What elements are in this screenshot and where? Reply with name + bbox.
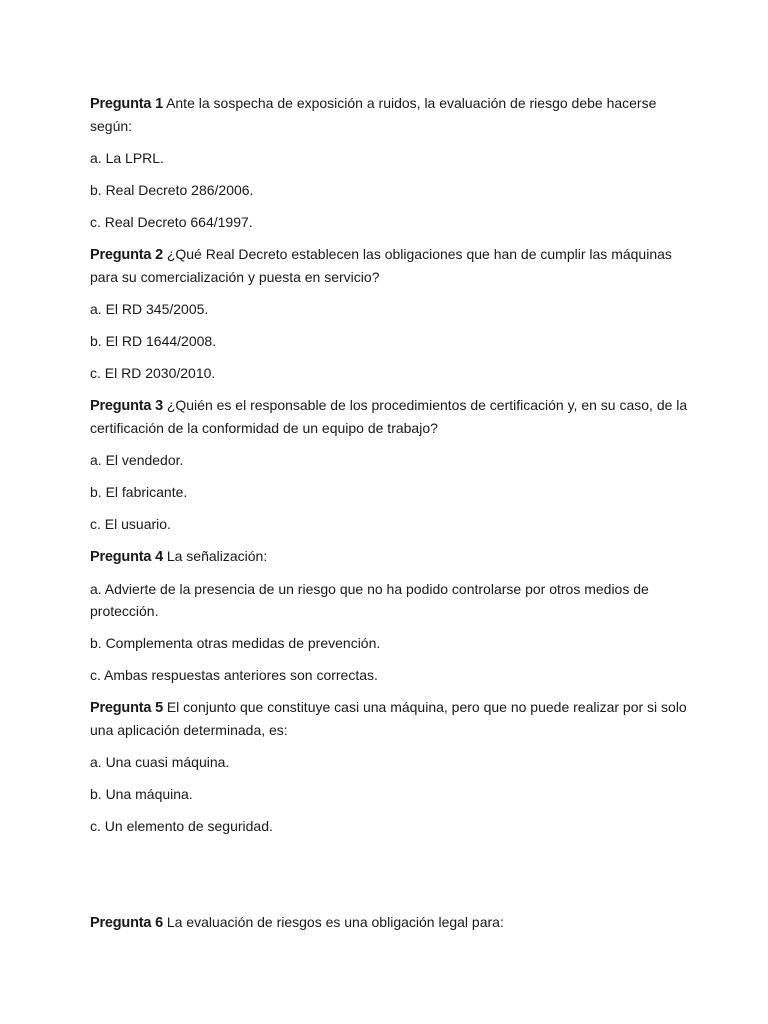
question-label: Pregunta 5 <box>90 700 163 716</box>
option-4b: b. Complementa otras medidas de prevención. <box>90 635 381 651</box>
option-1c: c. Real Decreto 664/1997. <box>90 214 253 230</box>
option-3b: b. El fabricante. <box>90 484 188 500</box>
question-label: Pregunta 4 <box>90 549 163 565</box>
question-text: La evaluación de riesgos es una obligación legal para: <box>166 914 504 930</box>
question-text: ¿Qué Real Decreto establecen las obligaciones que han de cumplir las máquinas para su comercialización y puesta en servicio? <box>90 246 672 285</box>
option-1a: a. La LPRL. <box>90 150 164 166</box>
question-2 <box>90 243 690 288</box>
option-5a: a. Una cuasi máquina. <box>90 754 230 770</box>
question-5 <box>90 696 690 741</box>
question-label: Pregunta 1 <box>90 96 163 112</box>
option-5b: b. Una máquina. <box>90 786 193 802</box>
question-text: El conjunto que constituye casi una máquina, pero que no puede realizar por si solo una aplicación determinada, es: <box>90 699 687 738</box>
question-text: Ante la sospecha de exposición a ruidos, la evaluación de riesgo debe hacerse según: <box>90 95 657 134</box>
option-4c: c. Ambas respuestas anteriores son correctas. <box>90 667 378 683</box>
option-2a: a. El RD 345/2005. <box>90 301 209 317</box>
question-text: La señalización: <box>166 548 268 564</box>
option-4a: a. Advierte de la presencia de un riesgo que no ha podido controlarse por otros medios de protección. <box>90 581 649 619</box>
option-2b: b. El RD 1644/2008. <box>90 333 217 349</box>
option-3a: a. El vendedor. <box>90 452 184 468</box>
option-1b: b. Real Decreto 286/2006. <box>90 182 254 198</box>
question-label: Pregunta 3 <box>90 398 163 414</box>
document-page <box>90 92 690 944</box>
question-label: Pregunta 6 <box>90 915 163 931</box>
option-2c: c. El RD 2030/2010. <box>90 365 216 381</box>
spacer <box>90 847 690 911</box>
option-5c: c. Un elemento de seguridad. <box>90 818 273 834</box>
question-3 <box>90 394 690 439</box>
question-label: Pregunta 2 <box>90 247 163 263</box>
question-4 <box>90 545 690 568</box>
question-1 <box>90 92 690 137</box>
option-3c: c. El usuario. <box>90 516 171 532</box>
question-6 <box>90 911 690 934</box>
question-text: ¿Quién es el responsable de los procedimientos de certificación y, en su caso, de la certificación de la conformidad de un equipo de trabajo? <box>90 397 688 436</box>
